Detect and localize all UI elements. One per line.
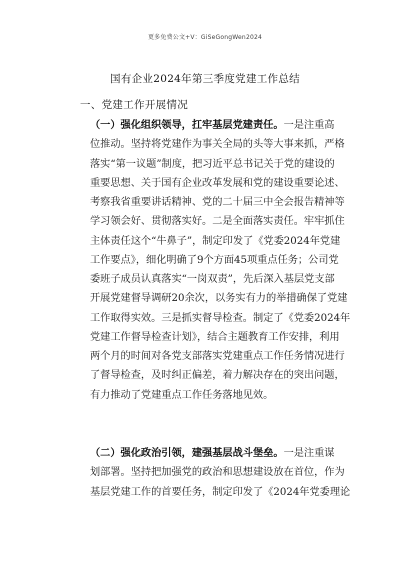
paragraph-line: 主体责任这个“牛鼻子”，制定印发了《党委2024年党建 (90, 235, 341, 247)
paragraph-line: 工作要点》，细化明确了9个方面45项重点任务；公司党 (90, 254, 339, 266)
paragraph-line: 两个月的时间对各党支部落实党建重点工作任务情况进行 (90, 351, 345, 362)
paragraph-line (90, 444, 350, 463)
paragraph-lead: （二）强化政治引领，建强基层战斗堡垒。 (90, 447, 284, 459)
paragraph-line: 学习领会好、贯彻落实好。二是全面落实责任。牢牢抓住 (90, 216, 345, 228)
paragraph-line: 有力推动了党建重点工作任务落地见效。 (90, 389, 274, 401)
paragraph-line: 委班子成员认真落实“一岗双责”，先后深入基层党支部 (90, 274, 335, 285)
paragraph-lead: （一）强化组织领导，扛牢基层党建责任。 (90, 119, 284, 131)
paragraph-line: 开展党建督导调研20余次，以务实有力的举措确保了党建 (90, 293, 348, 305)
paragraph-line: 划部署。坚持把加强党的政治和思想建设放在首位，作为 (90, 467, 345, 479)
section-heading: 一、党建工作开展情况 (80, 99, 188, 111)
paragraph-text: 一是注重高 (283, 120, 335, 131)
paragraph-line: 考察我省重要讲话精神、党的二十届三中全会报告精神等 (90, 197, 345, 208)
paragraph-line (90, 116, 350, 135)
paragraph-text: 一是注重谋 (283, 448, 335, 459)
paragraph-line: 重要思想、关于国有企业改革发展和党的建设重要论述、 (90, 177, 345, 189)
paragraph-line: 基层党建工作的首要任务，制定印发了《2024年党委理论 (90, 486, 351, 498)
paragraph-line: 工作取得实效。三是抓实督导检查。制定了《党委2024年 (90, 312, 351, 324)
paragraph-line: 党建工作督导检查计划》，结合主题教育工作安排，利用 (90, 331, 340, 343)
paragraph-organizational-leadership (90, 116, 350, 405)
paragraph-political-guidance (90, 444, 350, 502)
paragraph-line: 落实“第一议题”制度，把习近平总书记关于党的建设的 (90, 158, 335, 170)
paragraph-line: 了督导检查，及时纠正偏差，着力解决存在的突出问题， (90, 370, 345, 382)
page-header-note: 更多免费公文+V：GiSeGongWen2024 (147, 34, 263, 41)
document-title: 国有企业2024年第三季度党建工作总结 (110, 73, 300, 85)
paragraph-line: 位推动。坚持将党建作为事关全局的头等大事来抓，严格 (90, 139, 345, 151)
